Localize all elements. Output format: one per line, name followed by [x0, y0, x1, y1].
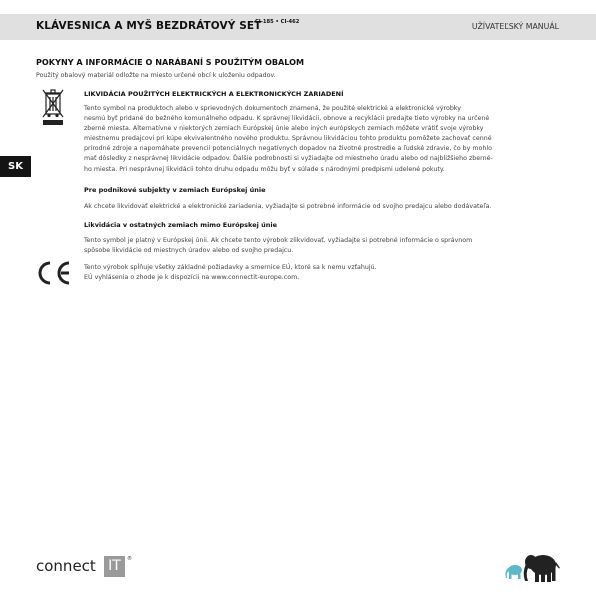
weee-title: LIKVIDÁCIA POUŽITÝCH ELEKTRICKÝCH A ELEKTRONICKÝCH ZARIADENÍ [84, 90, 344, 98]
weee-line: nesmú byť pridané do bežného komunálneho odpadu. K správnej likvidácii, obnove a recyklácii predajte tieto výrobky na určené [84, 115, 490, 122]
manual-label: UŽÍVATEĽSKÝ MANUÁL [471, 22, 559, 31]
header-bar [0, 14, 596, 40]
section-title: POKYNY A INFORMÁCIE O NARÁBANÍ S POUŽITÝM OBALOM [36, 57, 305, 67]
ce-mark-icon [35, 260, 75, 286]
brand-logo-box [104, 556, 125, 577]
ce-line: EÚ vyhlásenia o zhode je k dispozícii na www.connectit-europe.com. [84, 274, 300, 281]
weee-line: prírodné zdroje a napomáhate prevencii potenciálnych negatívnych dopadov na životné prostredie a ľudské zdravie, čo by mohlo [84, 145, 492, 152]
weee-line: zberné miesta. Alternatívne v niektorých zemiach Európskej únie alebo iných európskych zemiach môžete vrátiť svoje výrobky [84, 125, 484, 132]
business-text: Ak chcete likvidovať elektrické a elektronické zariadenia, vyžiadajte si potrebné informácie od svojho predajcu alebo dodávateľa. [84, 203, 492, 210]
weee-line: Tento symbol na produktoch alebo v sprievodných dokumentoch znamená, že použité elektrické a elektronické výrobky [84, 105, 461, 112]
weee-line: ho miesta. Pri nesprávnej likvidácii tohto druhu odpadu môžu byť v súlade s národnými predpismi udelené pokuty. [84, 166, 445, 173]
section-intro: Použitý obalový materiál odložte na miesto určené obcí k uloženiu odpadov. [36, 72, 276, 79]
weee-line: miestnemu predajcovi pri kúpe ekvivalentného nového produktu. Správnou likvidáciou tohto produktu pomôžete zachovať cenné [84, 135, 492, 142]
weee-crossed-bin-icon [40, 86, 66, 126]
elephant-icon [503, 550, 563, 584]
business-title: Pre podnikové subjekty v zemiach Európskej únie [84, 186, 266, 194]
document-title: KLÁVESNICA A MYŠ BEZDRÁTOVÝ SET [36, 20, 262, 32]
model-numbers: CI-185 • CI-462 [255, 19, 300, 25]
weee-line: mať dôsledky z nesprávnej likvidácie odpadov. Ďalšie podrobnosti si vyžiadajte od miestneho úradu alebo od najbližšieho zberné- [84, 155, 493, 162]
language-tab-label: SK [8, 161, 23, 172]
language-tab [0, 156, 31, 177]
brand-logo-it: IT [108, 558, 121, 574]
brand-logo-text: connect [36, 557, 96, 575]
ce-line: Tento výrobok spĺňuje všetky základné požiadavky a smernice EÚ, ktoré sa k nemu vzťahujú. [84, 264, 377, 271]
outside-eu-line: spôsobe likvidácie od miestnych úradov alebo od svojho predajcu. [84, 247, 294, 254]
outside-eu-title: Likvidácia v ostatných zemiach mimo Európskej únie [84, 221, 277, 229]
outside-eu-line: Tento symbol je platný v Európskej únii. Ak chcete tento výrobok zlikvidovať, vyžiadajte si potrebné informácie o správnom [84, 237, 473, 244]
brand-registered-mark: ® [127, 556, 132, 562]
